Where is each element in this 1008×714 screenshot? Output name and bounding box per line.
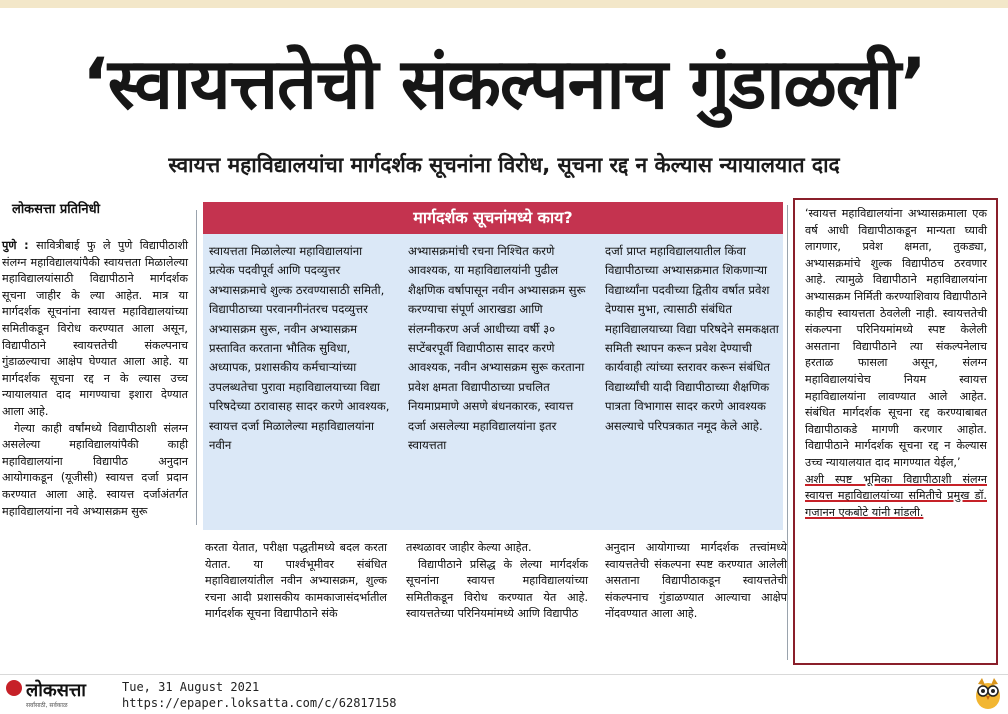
headline: ‘स्वायत्ततेची संकल्पनाच गुंडाळली’ xyxy=(82,43,926,125)
paragraph: विद्यापीठाने प्रसिद्ध के लेल्या मार्गदर्शक सूचनांना स्वायत्त महाविद्यालयांच्या समितीकडून विरोध करण्यात येत आहे. स्वायत्ततेच्या परिनियमांमध्ये आणि विद्यापीठ xyxy=(406,557,588,621)
quote-text xyxy=(805,206,987,521)
left-column xyxy=(2,238,188,520)
info-box-title: मार्गदर्शक सूचनांमध्ये काय? xyxy=(203,202,783,234)
owl-icon[interactable] xyxy=(972,676,1004,710)
paragraph xyxy=(2,238,188,421)
logo-text[interactable]: लोकसत्ता xyxy=(26,680,86,701)
column-divider xyxy=(196,210,197,525)
paragraph: गेल्या काही वर्षांमध्ये विद्यापीठाशी संलग्न असलेल्या महाविद्यालयांपैकी काही महाविद्यालयांना विद्यापीठ अनुदान आयोगाकडून (यूजीसी) स्वायत्त दर्जा प्रदान करण्यात आला आहे. स्वायत्त दर्जाअंतर्गत महाविद्यालयांना नवे अभ्यासक्रम सुरू xyxy=(2,421,188,518)
paragraph: अनुदान आयोगाच्या मार्गदर्शक तत्त्वांमध्ये स्वायत्ततेची संकल्पना स्पष्ट करण्यात आलेली असताना विद्यापीठाकडून स्वायत्ततेची संकल्पनाच गुंडाळण्यात आल्याचा आक्षेप नोंदवण्यात आला आहे. xyxy=(605,541,787,621)
lower-column xyxy=(406,540,588,623)
paragraph: करता येतात, परीक्षा पद्धतीमध्ये बदल करता येतात. या पार्श्वभूमीवर संबंधित महाविद्यालयांतील नवीन अभ्यासक्रम, शुल्क रचना आदी प्रशासकीय कामकाजासंदर्भातील मार्गदर्शक सूचना विद्यापीठाने संके xyxy=(205,541,387,621)
loksatta-logo-icon xyxy=(6,680,22,696)
owl-pupil xyxy=(981,689,985,693)
attribution-text: अशी स्पष्ट भूमिका विद्यापीठाशी संलग्न स्वायत्त महाविद्यालयांच्या समितीचे प्रमुख डॉ. गजानन एकबोटे यांनी मांडली. xyxy=(805,472,987,519)
info-box-text: स्वायत्तता मिळालेल्या महाविद्यालयांना प्रत्येक पदवीपूर्व आणि पदव्युत्तर अभ्यासक्रमाचे शुल्क ठरवण्यासाठी समिती, विद्यापीठाच्या परवानगीनंतरच पदव्युत्तर अभ्यासक्रम सुरू, नवीन अभ्यासक्रम प्रस्तावित करताना भौतिक सुविधा, अध्यापक, प्रशासकीय कर्मचाऱ्यांच्या उपलब्धतेचा पुरावा महाविद्यालयाच्या विद्या परिषदेच्या ठरावासह सादर करणे आवश्यक, स्वायत्त दर्जा मिळालेल्या महाविद्यालयांना नवीन xyxy=(209,244,390,453)
info-box-column xyxy=(605,242,787,436)
owl-ear xyxy=(978,678,985,685)
info-box xyxy=(203,202,783,530)
owl-ear xyxy=(991,678,998,685)
quote-box xyxy=(793,198,998,665)
paragraph-text: सावित्रीबाई फु ले पुणे विद्यापीठाशी संलग्न महाविद्यालयांपैकी स्वायत्तता मिळालेल्या महाविद्यालयांसाठी विद्यापीठाने मार्गदर्शक सूचना जाहीर के ल्या आहेत. मात्र या मार्गदर्शक सूचनांना स्वायत्त महाविद्यालयांच्या समितीकडून विरोध करण्यात आला असून, विद्यापीठाने स्वायत्ततेची संकल्पनाच गुंडाळल्याचा आक्षेप घेण्यात आला आहे. या मार्गदर्शक सूचना रद्द न के ल्यास उच्च न्यायालयात दाद मागण्याचा इशारा देण्यात आला आहे. xyxy=(2,239,189,418)
footer-divider xyxy=(0,674,1008,675)
logo-tagline: सर्वांसाठी, सर्वकाळ xyxy=(26,702,68,709)
column-divider xyxy=(787,205,788,660)
top-strip xyxy=(0,0,1008,8)
info-box-text: अभ्यासक्रमांची रचना निश्चित करणे आवश्यक, या महाविद्यालयांनी पुढील शैक्षणिक वर्षापासून नवीन अभ्यासक्रम सुरू करण्याचा संपूर्ण आराखडा आणि संलग्नीकरण अर्ज आधीच्या वर्षी ३० सप्टेंबरपूर्वी विद्यापीठास सादर करणे आवश्यक, नवीन अभ्यासक्रम सुरू करताना प्रवेश क्षमता विद्यापीठाच्या प्रचलित नियमाप्रमाणे असणे बंधनकारक, स्वायत्त दर्जा असलेल्या महाविद्यालयांना इतर स्वायत्तता xyxy=(408,244,586,453)
lower-column xyxy=(205,540,387,623)
owl-pupil xyxy=(991,689,995,693)
subheadline: स्वायत्त महाविद्यालयांचा मार्गदर्शक सूचनांना विरोध, सूचना रद्द न केल्यास न्यायालयात दाद xyxy=(168,153,840,177)
paragraph: तस्थळावर जाहीर केल्या आहेत. xyxy=(406,541,532,554)
info-box-column xyxy=(408,242,590,455)
info-box-text: दर्जा प्राप्त महाविद्यालयातील किंवा विद्यापीठाच्या अभ्यासक्रमात शिकणाऱ्या विद्यार्थ्यांना पदवीच्या द्वितीय वर्षात प्रवेश देण्यास मुभा, त्यासाठी संबंधित महाविद्यालयाच्या विद्या परिषदेने समकक्षता समिती स्थापन करून प्रवेश देण्याची कार्यवाही त्यांच्या स्तरावर करून संबंधित विद्यार्थ्यांची यादी विद्यापीठाच्या शैक्षणिक पात्रता विभागास सादर करणे आवश्यक असल्याचे परिपत्रकात नमूद केले आहे. xyxy=(605,244,779,433)
info-box-column xyxy=(209,242,391,455)
quote-attribution xyxy=(805,472,987,522)
publication-date: Tue, 31 August 2021 xyxy=(122,680,260,694)
dateline: पुणे : xyxy=(2,239,29,252)
epaper-link[interactable]: https://epaper.loksatta.com/c/62817158 xyxy=(122,696,397,710)
quote-paragraph: ‘स्वायत्त महाविद्यालयांना अभ्यासक्रमाला एक वर्ष आधी विद्यापीठाकडून मान्यता घ्यावी लागणार, प्रवेश क्षमता, तुकड्या, अभ्यासक्रमांचे शुल्क विद्यापीठच ठरवणार आहे. त्यामुळे विद्यापीठाने महाविद्यालयांना अभ्यासक्रम निर्मिती करण्याशिवाय विद्यापीठाने काहीच स्वायत्तता ठेवलेली नाही. स्वायत्ततेची संकल्पना परिनियमांमध्ये स्पष्ट केलेली असताना विद्यापीठाने त्या संकल्पनेलाच हरताळ फासला असून, संलग्न महाविद्यालयांचेच नियम स्वायत्त महाविद्यालयांना लावण्यात आले आहेत. संबंधित मार्गदर्शक सूचना रद्द करण्याबाबत विद्यापीठाकडे मागणी करणार आहोत. विद्यापीठाने मार्गदर्शक सूचना रद्द न केल्यास उच्च न्यायालयात दाद मागण्यात येईल,’ xyxy=(805,207,987,469)
byline: लोकसत्ता प्रतिनिधी xyxy=(12,202,100,217)
lower-column xyxy=(605,540,787,623)
